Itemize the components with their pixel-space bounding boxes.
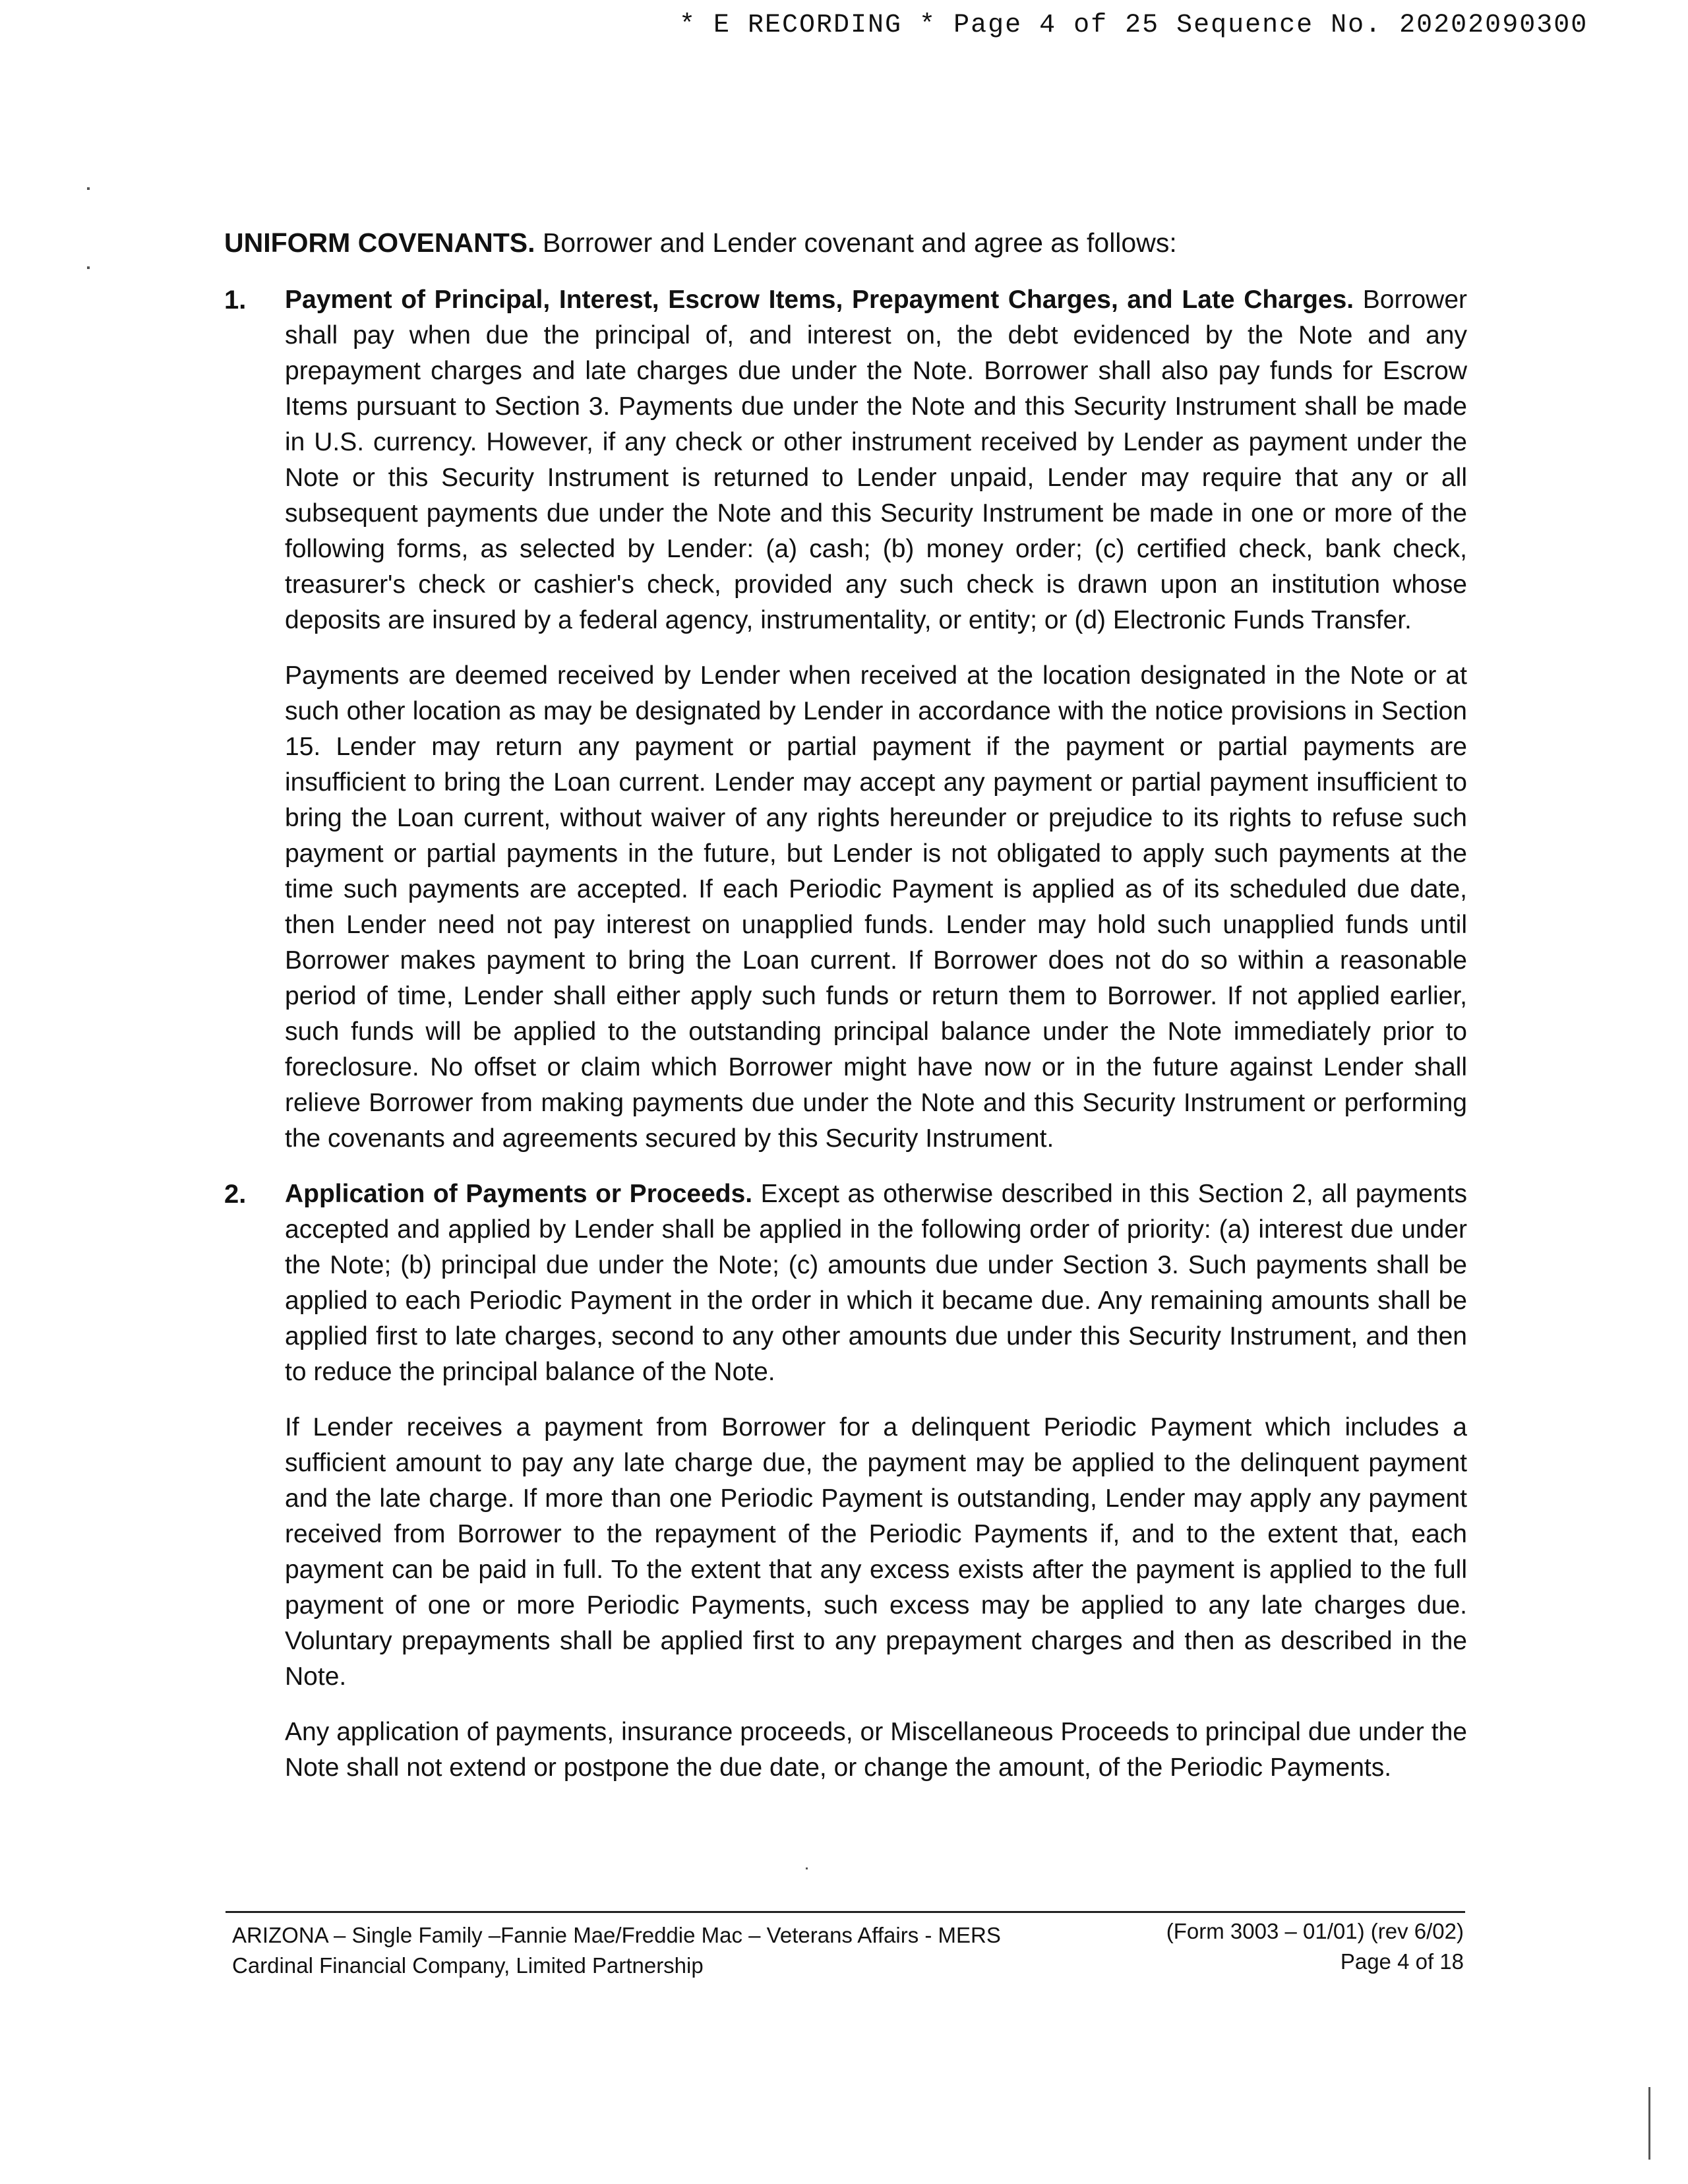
section-2-paragraph-1-text: Except as otherwise described in this Section 2, all payments accepted and applied by Lender shall be applied in the following order of priority: (a) interest due under the Note; (b) principal due under the Note; (c) amounts due under Section 3. Such payments shall be applied to each Periodic Payment in the order in which it became due. Any remaining amounts shall be applied first to late charges, second to any other amounts due under this Security Instrument, and then to reduce the principal balance of the Note. [285, 1180, 1467, 1386]
scan-speck-1 [87, 187, 90, 190]
section-1 [224, 282, 1467, 1157]
section-2-title: Application of Payments or Proceeds. [285, 1180, 753, 1208]
intro-text: Borrower and Lender covenant and agree as follows: [535, 228, 1177, 258]
footer-lender-name: Cardinal Financial Company, Limited Partnership [232, 1953, 704, 1978]
section-1-paragraph-1 [285, 282, 1467, 638]
recording-header: * E RECORDING * Page 4 of 25 Sequence No. 20202090300 [679, 11, 1588, 40]
section-1-number: 1. [224, 286, 247, 315]
footer-form-number: (Form 3003 – 01/01) (rev 6/02) [1166, 1919, 1464, 1943]
section-2-number: 2. [224, 1180, 247, 1209]
footer-left [232, 1920, 1001, 1981]
scan-speck-3 [806, 1867, 808, 1869]
section-2-paragraph-2: If Lender receives a payment from Borrower for a delinquent Periodic Payment which includes a sufficient amount to pay any late charge due, the payment may be applied to the delinquent payment and the late charge. If more than one Periodic Payment is outstanding, Lender may apply any payment received from Borrower to the repayment of the Periodic Payments if, and to the extent that, each payment can be paid in full. To the extent that any excess exists after the payment is applied to the full payment of one or more Periodic Payments, such excess may be applied to any late charges due. Voluntary prepayments shall be applied first to any prepayment charges and then as described in the Note. [285, 1413, 1467, 1691]
section-1-paragraph-1-text: Borrower shall pay when due the principal of, and interest on, the debt evidenced by the Note and any prepayment charges and late charges due under the Note. Borrower shall also pay funds for Escrow Items pursuant to Section 3. Payments due under the Note and this Security Instrument shall be made in U.S. currency. However, if any check or other instrument received by Lender as payment under the Note or this Security Instrument is returned to Lender unpaid, Lender may require that any or all subsequent payments due under the Note and this Security Instrument be made in one or more of the following forms, as selected by Lender: (a) cash; (b) money order; (c) certified check, bank check, treasurer's check or cashier's check, provided any such check is drawn upon an institution whose deposits are insured by a federal agency, instrumentality, or entity; or (d) Electronic Funds Transfer. [285, 286, 1467, 634]
scan-edge-line [1648, 2087, 1650, 2160]
section-2-paragraph-3: Any application of payments, insurance proceeds, or Miscellaneous Proceeds to principal due under the Note shall not extend or postpone the due date, or change the amount, of the Periodic Payments. [285, 1718, 1467, 1782]
section-2 [224, 1176, 1467, 1786]
section-1-title: Payment of Principal, Interest, Escrow Items, Prepayment Charges, and Late Charges. [285, 286, 1354, 314]
section-2-paragraph-1 [285, 1176, 1467, 1390]
intro-paragraph [224, 224, 1467, 261]
scan-speck-2 [87, 266, 90, 269]
intro-heading: UNIFORM COVENANTS. [224, 228, 535, 258]
footer-form-description: ARIZONA – Single Family –Fannie Mae/Freddie Mac – Veterans Affairs - MERS [232, 1923, 1001, 1947]
document-body [224, 224, 1467, 1805]
footer-page-number: Page 4 of 18 [1340, 1949, 1464, 1974]
section-1-paragraph-2: Payments are deemed received by Lender when received at the location designated in the Note or at such other location as may be designated by Lender in accordance with the notice provisions in Section 15. Lender may return any payment or partial payment if the payment or partial payments are insufficient to bring the Loan current. Lender may accept any payment or partial payment insufficient to bring the Loan current, without waiver of any rights hereunder or prejudice to its rights to refuse such payment or partial payments in the future, but Lender is not obligated to apply such payments at the time such payments are accepted. If each Periodic Payment is applied as of its scheduled due date, then Lender need not pay interest on unapplied funds. Lender may hold such unapplied funds until Borrower makes payment to bring the Loan current. If Borrower does not do so within a reasonable period of time, Lender shall either apply such funds or return them to Borrower. If not applied earlier, such funds will be applied to the outstanding principal balance under the Note immediately prior to foreclosure. No offset or claim which Borrower might have now or in the future against Lender shall relieve Borrower from making payments due under the Note and this Security Instrument or performing the covenants and agreements secured by this Security Instrument. [285, 661, 1467, 1153]
footer-divider [226, 1911, 1465, 1913]
footer-right [1166, 1916, 1464, 1977]
